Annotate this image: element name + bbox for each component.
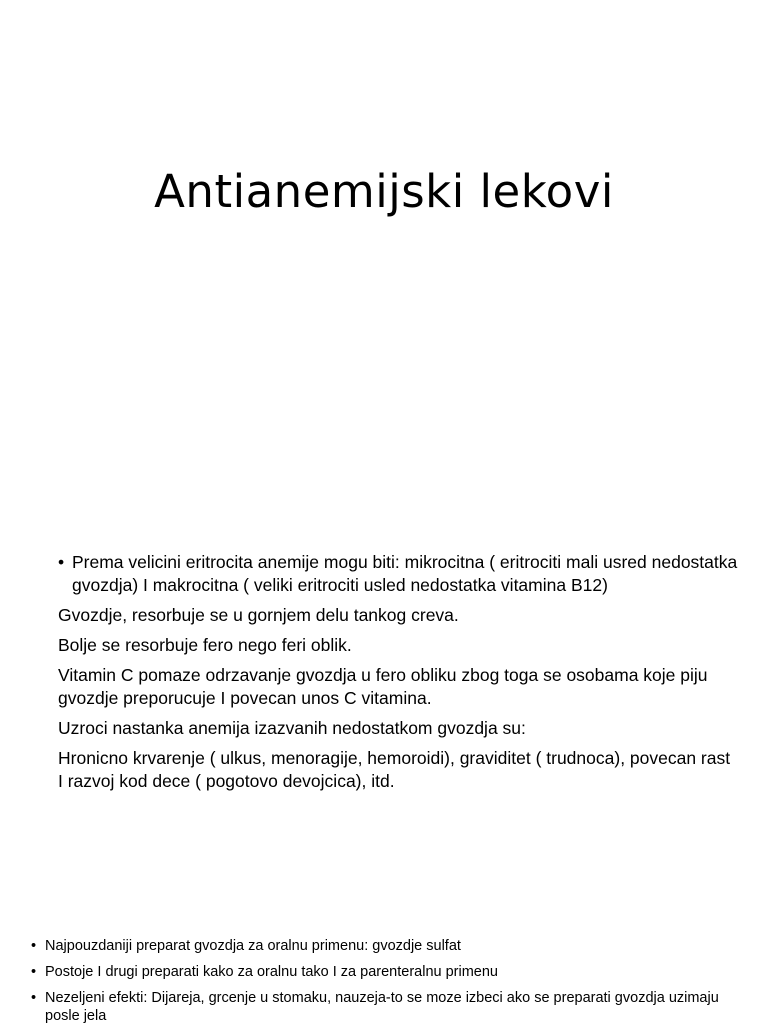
bullet-icon: • — [31, 964, 37, 980]
footer-bullet-item — [31, 937, 731, 955]
bullet-icon: • — [31, 938, 37, 954]
footer-bullet-text: Postoje I drugi preparati kako za oralnu tako I za parenteralnu primenu — [45, 964, 498, 980]
footer-bullet-list — [31, 937, 731, 1033]
main-bullet-item — [58, 551, 738, 597]
paragraph-causes-heading: Uzroci nastanka anemija izazvanih nedostatkom gvozdja su: — [58, 718, 526, 738]
footer-bullet-text: Najpouzdaniji preparat gvozdja za oralnu primenu: gvozdje sulfat — [45, 938, 461, 954]
bullet-icon: • — [58, 552, 65, 572]
footer-bullet-item — [31, 989, 731, 1025]
footer-bullet-item — [31, 963, 731, 981]
slide-title: Antianemijski lekovi — [154, 165, 614, 218]
bullet-icon: • — [31, 990, 37, 1006]
footer-bullet-text: Nezeljeni efekti: Dijareja, grcenje u stomaku, nauzeja-to se moze izbeci ako se preparati gvozdja uzimaju posle jela — [45, 990, 719, 1024]
main-content — [58, 551, 738, 800]
paragraph-vitamin-c: Vitamin C pomaze odrzavanje gvozdja u fero obliku zbog toga se osobama koje piju gvozdje preporucuje I povecan unos C vitamina. — [58, 665, 708, 708]
paragraph-iron-absorption: Gvozdje, resorbuje se u gornjem delu tankog creva. — [58, 605, 459, 625]
main-bullet-text: Prema velicini eritrocita anemije mogu biti: mikrocitna ( eritrociti mali usred nedostatka gvozdja) I makrocitna ( veliki eritrociti usled nedostatka vitamina B12) — [72, 552, 738, 595]
paragraph-causes-list: Hronicno krvarenje ( ulkus, menoragije, hemoroidi), graviditet ( trudnoca), povecan rast I razvoj kod dece ( pogotovo devojcica), itd. — [58, 748, 731, 791]
paragraph-fero-feri: Bolje se resorbuje fero nego feri oblik. — [58, 635, 352, 655]
